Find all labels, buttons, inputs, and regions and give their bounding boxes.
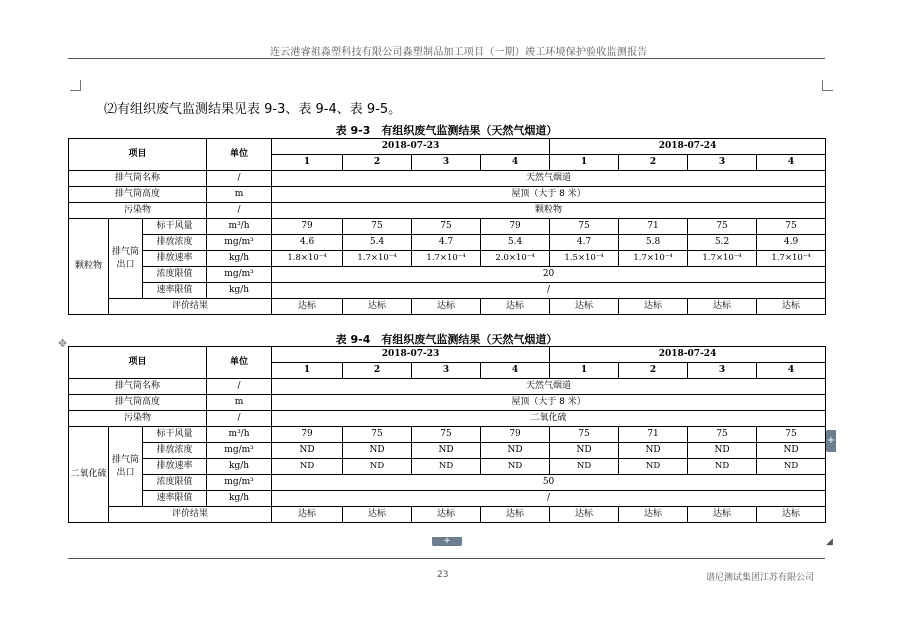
row-label-flow[interactable]: 标干风量 — [143, 427, 207, 443]
flow-value[interactable]: 71 — [619, 219, 688, 235]
footer-company: 谱尼测试集团江苏有限公司 — [706, 573, 815, 583]
unit-cell[interactable]: kg/h — [207, 459, 272, 475]
evaluation-value[interactable]: 达标 — [550, 507, 619, 523]
rate-value[interactable]: 1.7×10⁻⁴ — [619, 251, 688, 267]
conc-value[interactable]: 5.4 — [343, 235, 412, 251]
value-cell[interactable]: 二氧化硫 — [272, 411, 826, 427]
header-item[interactable]: 项目 — [69, 139, 207, 171]
sample-number[interactable]: 1 — [550, 155, 619, 171]
row-label-rate[interactable]: 排放速率 — [143, 251, 207, 267]
sample-number[interactable]: 2 — [343, 155, 412, 171]
table-resize-handle-icon[interactable]: ◢ — [826, 537, 833, 547]
evaluation-value[interactable]: 达标 — [481, 299, 550, 315]
conc-value[interactable]: 5.2 — [688, 235, 757, 251]
rate-value[interactable]: 1.7×10⁻⁴ — [412, 251, 481, 267]
conc-value[interactable]: ND — [272, 443, 343, 459]
add-row-button[interactable] — [432, 537, 462, 546]
unit-cell[interactable]: m³/h — [207, 427, 272, 443]
page-number: 23 — [437, 570, 449, 580]
unit-cell[interactable]: kg/h — [207, 283, 272, 299]
evaluation-value[interactable]: 达标 — [412, 299, 481, 315]
evaluation-value[interactable]: 达标 — [272, 299, 343, 315]
evaluation-value[interactable]: 达标 — [619, 507, 688, 523]
rate-value[interactable]: ND — [757, 459, 826, 475]
row-label-rate[interactable]: 排放速率 — [143, 459, 207, 475]
conc-value[interactable]: 4.9 — [757, 235, 826, 251]
flow-value[interactable]: 79 — [272, 219, 343, 235]
conc-value[interactable]: ND — [550, 443, 619, 459]
flow-value[interactable]: 75 — [343, 219, 412, 235]
row-label-pollutant[interactable]: 污染物 — [69, 411, 207, 427]
flow-value[interactable]: 75 — [412, 219, 481, 235]
unit-cell[interactable]: mg/m³ — [207, 475, 272, 491]
unit-cell[interactable]: m — [207, 395, 272, 411]
flow-value[interactable]: 75 — [688, 427, 757, 443]
conc-value[interactable]: ND — [619, 443, 688, 459]
conc-value[interactable]: ND — [412, 443, 481, 459]
unit-cell[interactable]: mg/m³ — [207, 267, 272, 283]
header-date[interactable]: 2018-07-23 — [272, 347, 550, 363]
rate-limit-value[interactable]: / — [272, 491, 826, 507]
margin-corner-mark — [70, 80, 81, 91]
conc-limit-value[interactable]: 50 — [272, 475, 826, 491]
evaluation-value[interactable]: 达标 — [688, 299, 757, 315]
evaluation-value[interactable]: 达标 — [272, 507, 343, 523]
flow-value[interactable]: 75 — [688, 219, 757, 235]
unit-cell[interactable]: / — [207, 411, 272, 427]
flow-value[interactable]: 75 — [550, 427, 619, 443]
unit-cell[interactable]: kg/h — [207, 251, 272, 267]
sample-number[interactable]: 4 — [757, 155, 826, 171]
row-label-evaluation[interactable]: 评价结果 — [109, 507, 272, 523]
flow-value[interactable]: 79 — [481, 427, 550, 443]
rate-value[interactable]: 1.7×10⁻⁴ — [757, 251, 826, 267]
sample-number[interactable]: 3 — [688, 363, 757, 379]
row-label-conc[interactable]: 排放浓度 — [143, 235, 207, 251]
unit-cell[interactable]: kg/h — [207, 491, 272, 507]
rate-value[interactable]: ND — [343, 459, 412, 475]
rate-value[interactable]: 2.0×10⁻⁴ — [481, 251, 550, 267]
conc-limit-value[interactable]: 20 — [272, 267, 826, 283]
conc-value[interactable]: 4.7 — [412, 235, 481, 251]
monitoring-table — [68, 138, 826, 315]
conc-value[interactable]: ND — [688, 443, 757, 459]
header-date[interactable]: 2018-07-24 — [550, 347, 826, 363]
header-item[interactable]: 项目 — [69, 347, 207, 379]
row-label-conc-limit[interactable]: 浓度限值 — [143, 267, 207, 283]
footer-divider — [68, 558, 825, 559]
evaluation-value[interactable]: 达标 — [619, 299, 688, 315]
value-cell[interactable]: 屋顶（大于 8 米） — [272, 395, 826, 411]
evaluation-value[interactable]: 达标 — [550, 299, 619, 315]
conc-value[interactable]: 5.8 — [619, 235, 688, 251]
flow-value[interactable]: 75 — [343, 427, 412, 443]
evaluation-value[interactable]: 达标 — [757, 299, 826, 315]
port-label[interactable]: 排气筒出口 — [109, 219, 143, 299]
evaluation-value[interactable]: 达标 — [481, 507, 550, 523]
evaluation-value[interactable]: 达标 — [688, 507, 757, 523]
sample-number[interactable]: 4 — [481, 363, 550, 379]
sample-number[interactable]: 3 — [412, 155, 481, 171]
row-label-evaluation[interactable]: 评价结果 — [109, 299, 272, 315]
rate-value[interactable]: 1.7×10⁻⁴ — [688, 251, 757, 267]
row-label-rate-limit[interactable]: 速率限值 — [143, 283, 207, 299]
monitoring-table — [68, 346, 826, 523]
rate-value[interactable]: ND — [481, 459, 550, 475]
rate-value[interactable]: 1.7×10⁻⁴ — [343, 251, 412, 267]
rate-value[interactable]: ND — [412, 459, 481, 475]
plus-icon: + — [443, 536, 451, 546]
sample-number[interactable]: 1 — [272, 363, 343, 379]
header-unit[interactable]: 单位 — [207, 347, 272, 379]
sample-number[interactable]: 1 — [272, 155, 343, 171]
value-cell[interactable]: 天然气烟道 — [272, 379, 826, 395]
unit-cell[interactable]: m — [207, 187, 272, 203]
table-caption: 表 9-4 有组织废气监测结果（天然气烟道） — [335, 333, 558, 346]
value-cell[interactable]: 天然气烟道 — [272, 171, 826, 187]
conc-value[interactable]: 4.7 — [550, 235, 619, 251]
flow-value[interactable]: 79 — [481, 219, 550, 235]
flow-value[interactable]: 71 — [619, 427, 688, 443]
page-header: 连云港睿祖淼塑科技有限公司淼塑制品加工项目（一期）竣工环境保护验收监测报告 — [270, 47, 648, 58]
row-label-stack_height[interactable]: 排气筒高度 — [69, 187, 207, 203]
flow-value[interactable]: 75 — [412, 427, 481, 443]
sample-number[interactable]: 2 — [343, 363, 412, 379]
unit-cell[interactable]: / — [207, 379, 272, 395]
rate-value[interactable]: 1.8×10⁻⁴ — [272, 251, 343, 267]
pollutant-name[interactable]: 颗粒物 — [69, 219, 109, 315]
sample-number[interactable]: 1 — [550, 363, 619, 379]
value-cell[interactable]: 屋顶（大于 8 米） — [272, 187, 826, 203]
header-date[interactable]: 2018-07-23 — [272, 139, 550, 155]
plus-icon: + — [826, 435, 836, 446]
rate-value[interactable]: ND — [550, 459, 619, 475]
evaluation-value[interactable]: 达标 — [757, 507, 826, 523]
unit-cell[interactable]: / — [207, 171, 272, 187]
unit-cell[interactable]: / — [207, 203, 272, 219]
unit-cell[interactable]: mg/m³ — [207, 235, 272, 251]
row-label-stack_name[interactable]: 排气筒名称 — [69, 171, 207, 187]
unit-cell[interactable]: mg/m³ — [207, 443, 272, 459]
table-caption: 表 9-3 有组织废气监测结果（天然气烟道） — [335, 124, 558, 137]
header-unit[interactable]: 单位 — [207, 139, 272, 171]
sample-number[interactable]: 2 — [619, 155, 688, 171]
value-cell[interactable]: 颗粒物 — [272, 203, 826, 219]
sample-number[interactable]: 4 — [757, 363, 826, 379]
conc-value[interactable]: 4.6 — [272, 235, 343, 251]
add-column-button[interactable] — [826, 430, 836, 452]
row-label-stack_name[interactable]: 排气筒名称 — [69, 379, 207, 395]
header-date[interactable]: 2018-07-24 — [550, 139, 826, 155]
row-label-flow[interactable]: 标干风量 — [143, 219, 207, 235]
flow-value[interactable]: 75 — [757, 219, 826, 235]
evaluation-value[interactable]: 达标 — [343, 507, 412, 523]
row-label-conc[interactable]: 排放浓度 — [143, 443, 207, 459]
header-divider — [68, 58, 825, 59]
sample-number[interactable]: 4 — [481, 155, 550, 171]
row-label-rate-limit[interactable]: 速率限值 — [143, 491, 207, 507]
intro-paragraph[interactable]: ⑵有组织废气监测结果见表 9-3、表 9-4、表 9-5。 — [104, 102, 402, 117]
flow-value[interactable]: 75 — [550, 219, 619, 235]
sample-number[interactable]: 3 — [412, 363, 481, 379]
pollutant-name[interactable]: 二氧化硫 — [69, 427, 109, 523]
rate-value[interactable]: 1.5×10⁻⁴ — [550, 251, 619, 267]
sample-number[interactable]: 2 — [619, 363, 688, 379]
evaluation-value[interactable]: 达标 — [343, 299, 412, 315]
flow-value[interactable]: 75 — [757, 427, 826, 443]
evaluation-value[interactable]: 达标 — [412, 507, 481, 523]
flow-value[interactable]: 79 — [272, 427, 343, 443]
rate-value[interactable]: ND — [272, 459, 343, 475]
unit-cell[interactable]: m³/h — [207, 219, 272, 235]
margin-corner-mark — [822, 80, 833, 91]
conc-value[interactable]: ND — [481, 443, 550, 459]
conc-value[interactable]: 5.4 — [481, 235, 550, 251]
row-label-pollutant[interactable]: 污染物 — [69, 203, 207, 219]
conc-value[interactable]: ND — [343, 443, 412, 459]
row-label-stack_height[interactable]: 排气筒高度 — [69, 395, 207, 411]
port-label[interactable]: 排气筒出口 — [109, 427, 143, 507]
sample-number[interactable]: 3 — [688, 155, 757, 171]
rate-value[interactable]: ND — [688, 459, 757, 475]
rate-limit-value[interactable]: / — [272, 283, 826, 299]
rate-value[interactable]: ND — [619, 459, 688, 475]
table-move-handle-icon[interactable]: ✥ — [58, 337, 68, 350]
conc-value[interactable]: ND — [757, 443, 826, 459]
row-label-conc-limit[interactable]: 浓度限值 — [143, 475, 207, 491]
